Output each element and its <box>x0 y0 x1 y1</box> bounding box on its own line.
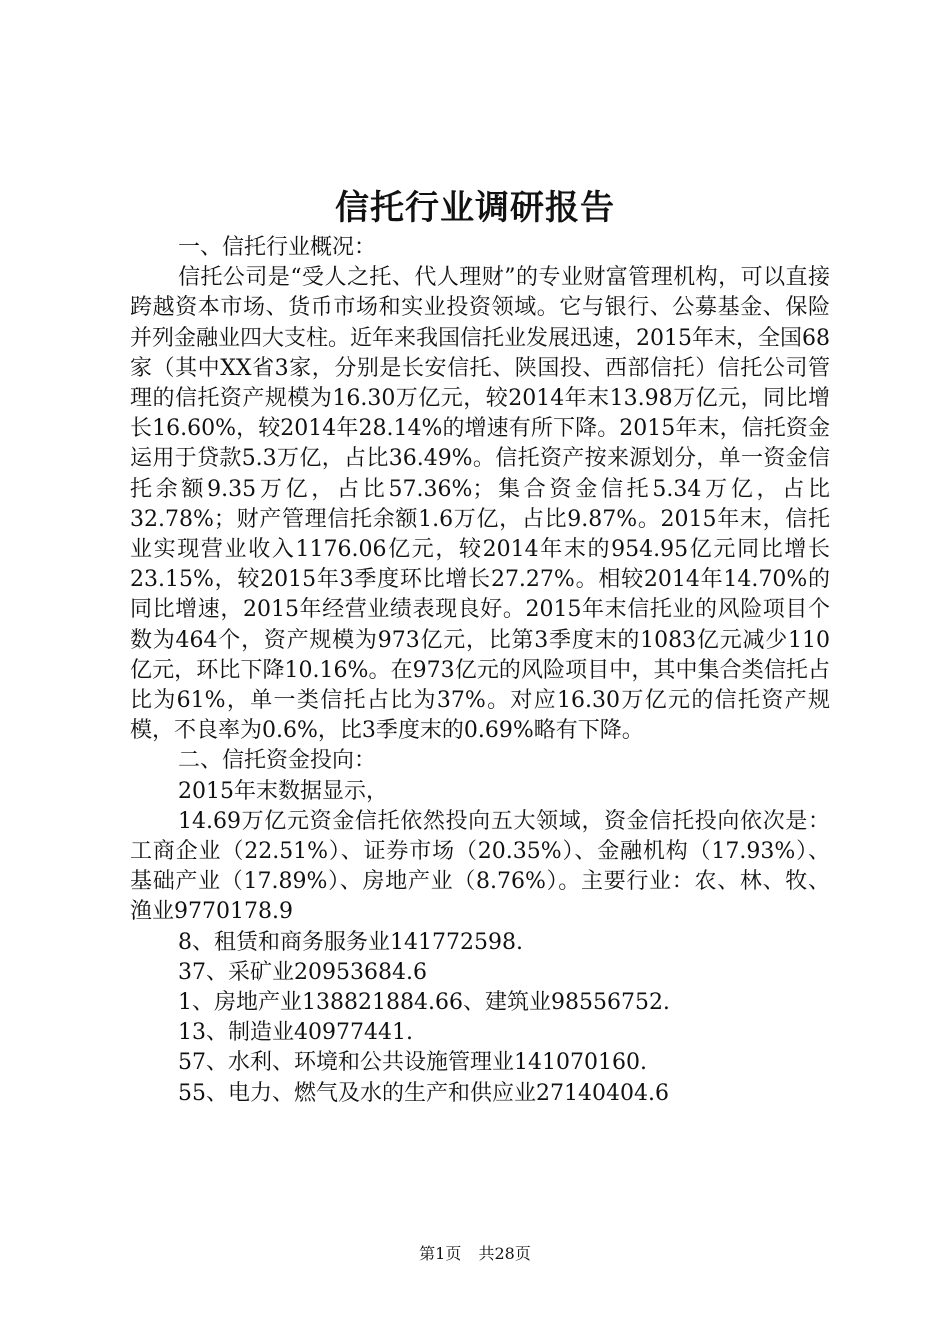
section1-heading: 一、信托行业概况： <box>178 235 377 260</box>
industry-line: 37、采矿业20953684.6 <box>178 959 427 985</box>
section1-paragraph: 信托公司是“受人之托、代人理财”的专业财富管理机构，可以直接跨越资本市场、货币市场和实业投资领域。它与银行、公募基金、保险并列金融业四大支柱。近年来我国信托业发展迅速，2015年末，全国68家（其中XX省3家，分别是长安信托、陕国投、西部信托）信托公司管理的信托资产规模为16.30万亿元，较2014年末13.98万亿元，同比增长16.60%，较2014年28.14%的增速有所下降。2015年末，信托资金运用于贷款5.3万亿，占比36.49%。信托资产按来源划分，单一资金信托余额9.35万亿，占比57.36%；集合资金信托5.34万亿，占比32.78%；财产管理信托余额1.6万亿，占比9.87%。2015年末，信托业实现营业收入1176.06亿元，较2014年末的954.95亿元同比增长23.15%，较2015年3季度环比增长27.27%。相较2014年14.70%的同比增速，2015年经营业绩表现良好。2015年末信托业的风险项目个数为464个，资产规模为973亿元，比第3季度末的1083亿元减少110亿元，环比下降10.16%。在973亿元的风险项目中，其中集合类信托占比为61%，单一类信托占比为37%。对应16.30万亿元的信托资产规模，不良率为0.6%，比3季度末的0.69%略有下降。 <box>130 265 830 744</box>
industry-line: 13、制造业40977441. <box>178 1020 413 1046</box>
page-footer <box>0 1242 950 1266</box>
section2-intro: 2015年末数据显示， <box>178 778 388 804</box>
industry-line: 57、水利、环境和公共设施管理业141070160. <box>178 1050 647 1076</box>
section2-paragraph: 14.69万亿元资金信托依然投向五大领域，资金信托投向依次是：工商企业（22.51%）、证券市场（20.35%）、金融机构（17.93%）、基础产业（17.89%）、房地产业（8.76%）。主要行业：农、林、牧、渔业9770178.9 <box>130 808 830 925</box>
industry-line: 8、租赁和商务服务业141772598. <box>178 929 523 955</box>
document-title: 信托行业调研报告 <box>335 188 615 228</box>
industry-line: 1、房地产业138821884.66、建筑业98556752. <box>178 990 670 1016</box>
page-total: 共28页 <box>478 1244 531 1263</box>
page-number: 第1页 <box>419 1244 462 1263</box>
section2-heading: 二、信托资金投向： <box>178 748 377 774</box>
industry-line: 55、电力、燃气及水的生产和供应业27140404.6 <box>178 1080 669 1106</box>
document-body <box>130 233 830 1109</box>
